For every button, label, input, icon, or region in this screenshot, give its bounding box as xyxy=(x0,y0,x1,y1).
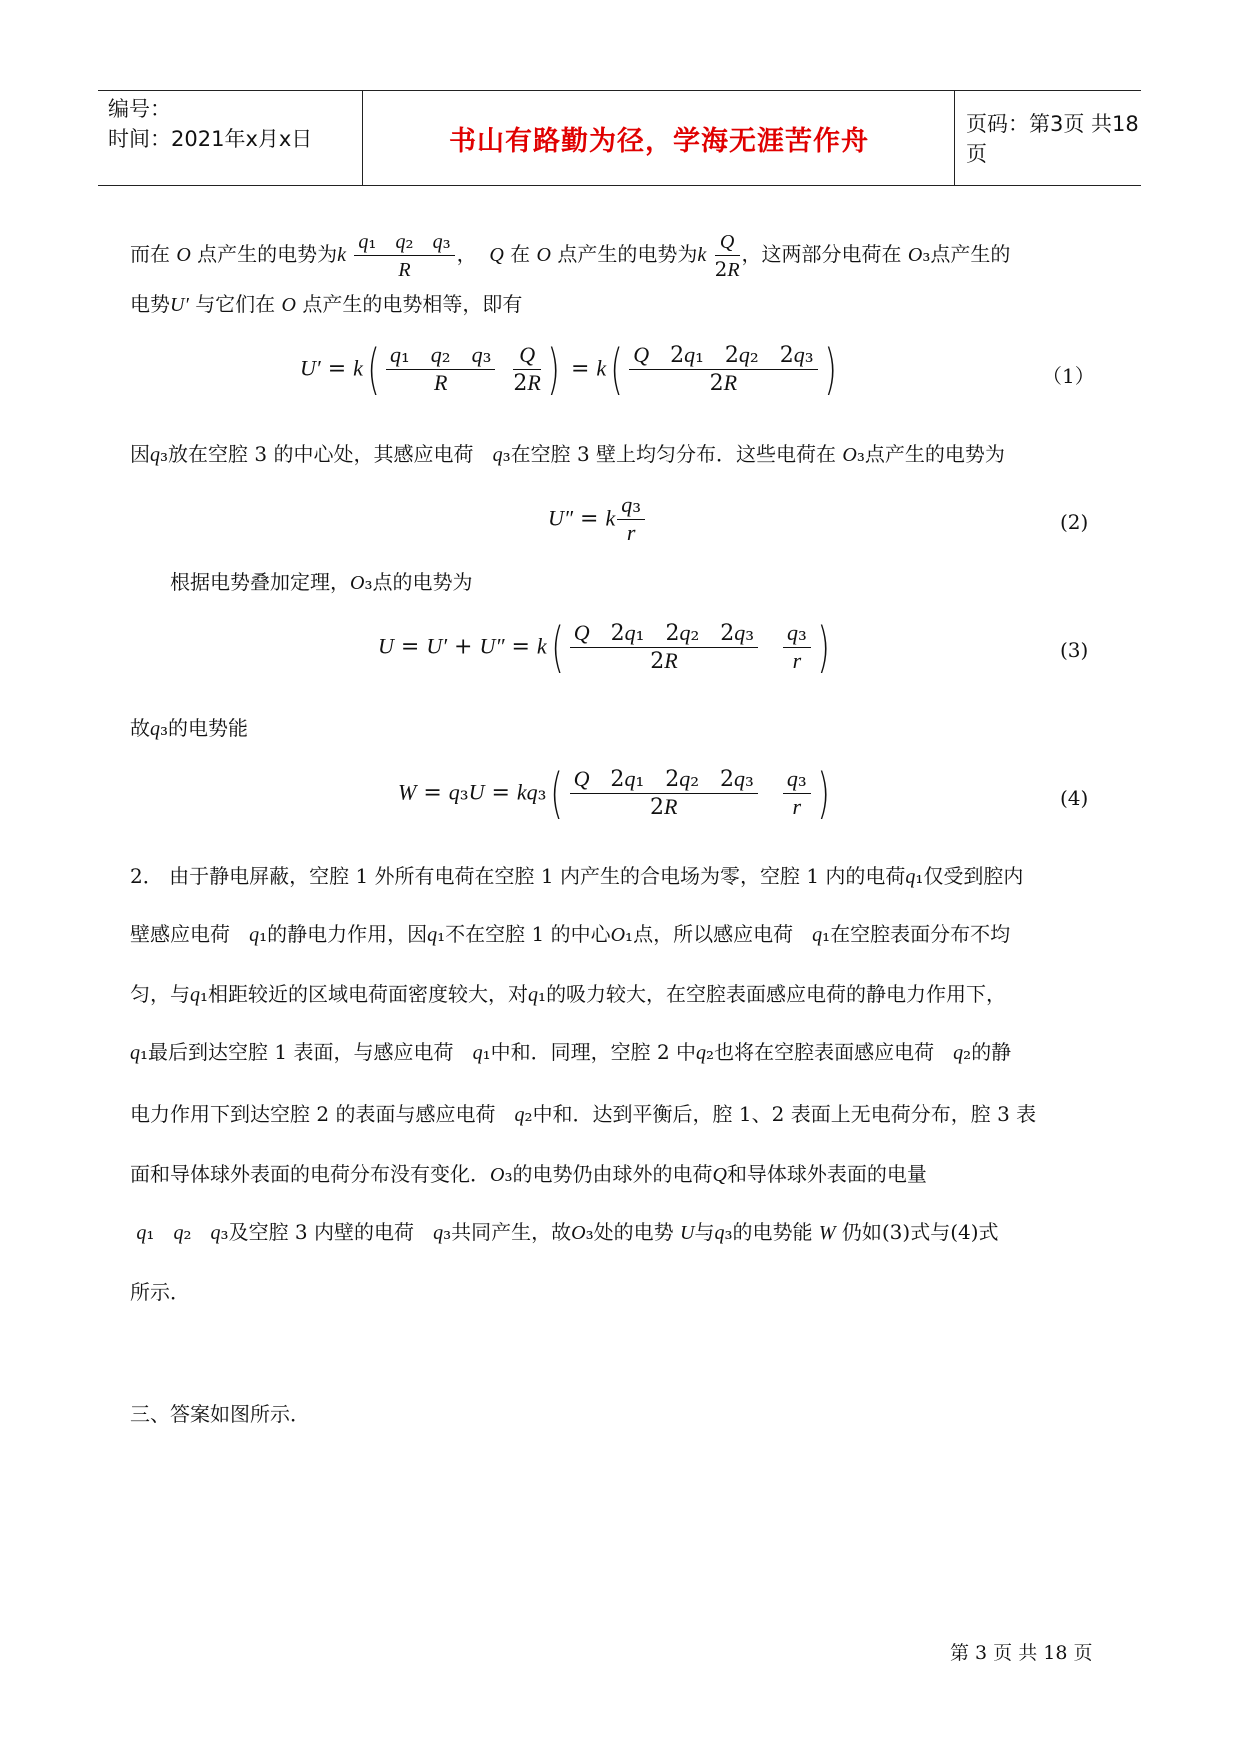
para3: 根据电势叠加定理，O₃点的电势为 xyxy=(170,570,473,594)
text: 相距较近的区域电荷面密度较大，对 xyxy=(208,982,529,1006)
text: 放在空腔 3 的中心处，其感应电荷 xyxy=(168,442,474,466)
text: 和导体球外表面的电量 xyxy=(726,1162,927,1186)
para1-line1: 而在 O 点产生的电势为k $\frac{\text{q₁ q₂ q₃}}{R}$ ， Q 在 O 点产生的电势为k $\frac{Q}{2R}$ ，这两部分电荷在 O₃点产生的 xyxy=(130,229,1011,281)
header-divider xyxy=(362,91,363,185)
page-footer: 第 3 页 共 18 页 xyxy=(950,1642,1093,1664)
text: 也将在空腔表面感应电荷 xyxy=(714,1040,935,1064)
section2-line6: 面和导体球外表面的电荷分布没有变化．O₃的电势仍由球外的电荷Q和导体球外表面的电量 xyxy=(130,1162,927,1186)
section2-line5: 电力作用下到达空腔 2 的表面与感应电荷 q₂中和．达到平衡后，腔 1、2 表面上无电荷分布，腔 3 表 xyxy=(130,1102,1037,1126)
text: 匀，与 xyxy=(130,982,190,1006)
para1-line2: 电势U′ 与它们在 O 点产生的电势相等，即有 xyxy=(130,292,523,316)
text: 的静电力作用，因 xyxy=(267,922,428,946)
equation-3: U = U′ + U″ = k( $\frac{\text{Q 2q₁ 2q₂ 2q₃}}{2R}$ $\frac{\text{q₃}}{r}$ ) xyxy=(378,615,830,679)
equation-number: (2) xyxy=(1060,510,1089,534)
text: 中和．达到平衡后，腔 1、2 表面上无电荷分布，腔 3 表 xyxy=(532,1102,1037,1126)
text: 点产生的电势为 xyxy=(197,242,338,266)
text: 点产生的电势相等，即有 xyxy=(302,292,523,316)
text: 仅受到腔内 xyxy=(923,864,1024,888)
text: 在空腔 3 壁上均匀分布．这些电荷在 xyxy=(510,442,837,466)
text: 电势 xyxy=(130,292,170,316)
time-label: 时间：2021年x月x日 xyxy=(108,127,313,151)
page-header xyxy=(98,90,1141,186)
text: 点，所以感应电荷 xyxy=(633,922,794,946)
text: 仍如(3)式与(4)式 xyxy=(841,1220,999,1244)
section2-line2: 壁感应电荷 q₁的静电力作用，因q₁不在空腔 1 的中心O₁点，所以感应电荷 q₁在空腔表面分布不均 xyxy=(130,922,1011,946)
text: 因 xyxy=(130,442,150,466)
text: 与 xyxy=(694,1220,715,1244)
text: 而在 xyxy=(130,242,170,266)
text: 点产生的电势为 xyxy=(557,242,698,266)
text: 根据电势叠加定理， xyxy=(170,570,350,594)
header-divider xyxy=(954,91,955,185)
text: 与它们在 xyxy=(195,292,276,316)
equation-2: U″ = k $\frac{\text{q₃}}{r}$ xyxy=(548,492,647,547)
text: 中和．同理，空腔 2 中 xyxy=(490,1040,697,1064)
section2-line4: q₁最后到达空腔 1 表面，与感应电荷 q₁中和．同理，空腔 2 中q₂也将在空腔表面感应电荷 q₂的静 xyxy=(130,1040,1012,1064)
text: 壁感应电荷 xyxy=(130,922,230,946)
text: 故 xyxy=(130,716,150,740)
equation-number: (3) xyxy=(1060,638,1089,662)
text: ，这两部分电荷在 xyxy=(741,242,902,266)
section3: 三、答案如图所示． xyxy=(130,1402,310,1426)
equation-1: U′ = k( $\frac{\text{q₁ q₂ q₃}}{R}$ $\frac{Q}{2R}$ ) = k( $\frac{\text{Q 2q₁ 2q₂ 2q₃}}{2R}$ ) xyxy=(300,337,837,401)
text: 点的电势为 xyxy=(372,570,473,594)
text: 处的电势 xyxy=(593,1220,674,1244)
section2-line7: q₁ q₂ q₃及空腔 3 内壁的电荷 q₃共同产生，故O₃处的电势 U与q₃的电势能 W 仍如(3)式与(4)式 xyxy=(136,1220,999,1244)
text: 的电势能 xyxy=(732,1220,813,1244)
header-page-info: 页码：第3页 共18页 xyxy=(966,112,1139,166)
number-label: 编号： xyxy=(108,97,171,121)
text: 及空腔 3 内壁的电荷 xyxy=(228,1220,415,1244)
para4: 故q₃的电势能 xyxy=(130,716,249,740)
section2-line8: 所示． xyxy=(130,1280,190,1304)
para2: 因q₃放在空腔 3 的中心处，其感应电荷 q₃在空腔 3 壁上均匀分布．这些电荷在 O₃点产生的电势为 xyxy=(130,442,1005,466)
text: 点产生的电势为 xyxy=(864,442,1005,466)
text: 在 xyxy=(510,242,531,266)
text: 不在空腔 1 的中心 xyxy=(445,922,611,946)
equation-4: W = q₃U = kq₃( $\frac{\text{Q 2q₁ 2q₂ 2q₃}}{2R}$ $\frac{\text{q₃}}{r}$ ) xyxy=(398,761,830,825)
header-motto: 书山有路勤为径，学海无涯苦作舟 xyxy=(449,125,869,157)
text: 的电势仍由球外的电荷 xyxy=(512,1162,713,1186)
section2-line1: 2． 由于静电屏蔽，空腔 1 外所有电荷在空腔 1 内产生的合电场为零，空腔 1 内的电荷q₁仅受到腔内 xyxy=(130,864,1024,888)
text: 面和导体球外表面的电荷分布没有变化． xyxy=(130,1162,490,1186)
text: 最后到达空腔 1 表面，与感应电荷 xyxy=(148,1040,454,1064)
text: 电力作用下到达空腔 2 的表面与感应电荷 xyxy=(130,1102,496,1126)
text: 的静 xyxy=(971,1040,1012,1064)
section2-line3: 匀，与q₁相距较近的区域电荷面密度较大，对q₁的吸力较大，在空腔表面感应电荷的静电力作用下， xyxy=(130,982,1007,1006)
text: 2． 由于静电屏蔽，空腔 1 外所有电荷在空腔 1 内产生的合电场为零，空腔 1 内的电荷 xyxy=(130,864,906,888)
header-meta xyxy=(108,94,312,154)
equation-number: (4) xyxy=(1060,786,1089,810)
text: 的吸力较大，在空腔表面感应电荷的静电力作用下， xyxy=(546,982,1007,1006)
text: 共同产生，故 xyxy=(451,1220,572,1244)
text: 点产生的 xyxy=(930,242,1011,266)
equation-number: （1） xyxy=(1042,364,1095,388)
text: 的电势能 xyxy=(168,716,249,740)
text: 在空腔表面分布不均 xyxy=(830,922,1011,946)
